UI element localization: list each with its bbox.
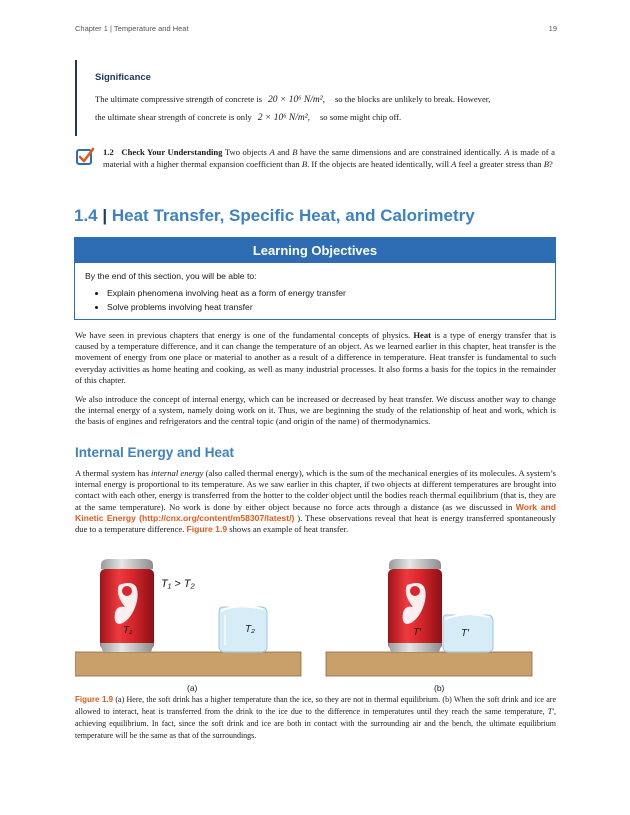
check-understanding-label: Check Your Understanding bbox=[121, 147, 223, 157]
shear-strength-math: 2 × 10⁶ N/m², bbox=[257, 113, 310, 123]
learning-objective-item: • Solve problems involving heat transfer bbox=[107, 300, 555, 314]
bench-b bbox=[326, 652, 532, 676]
paragraph-heat-intro: We have seen in previous chapters that energy is one of the fundamental concepts of physics. Heat is a type of energy transfer that is caused by a temperature difference, and it can change the temperature of an object. As we learned earlier in this chapter, heat transfer is the movement of energy from one place or material to another as a result of a difference in temperature. Heat transfer is fundamental to such everyday activities as home heating and cooking, as well as many industrial processes. It also forms a basis for the topics in the remainder of this chapter. bbox=[75, 330, 556, 385]
significance-box bbox=[75, 60, 555, 136]
learning-objective-item: • Explain phenomena involving heat as a form of energy transfer bbox=[107, 286, 555, 300]
section-number: 1.4 bbox=[74, 206, 98, 225]
subsection-title: Internal Energy and Heat bbox=[75, 445, 235, 460]
soda-can-a bbox=[100, 559, 154, 652]
significance-heading: Significance bbox=[95, 72, 151, 83]
significance-line-2: the ultimate shear strength of concrete is only 2 × 10⁶ N/m², so some might chip off. bbox=[95, 112, 402, 123]
check-your-understanding bbox=[75, 146, 555, 170]
subfigure-label-a: (a) bbox=[187, 683, 198, 693]
figure-caption-label: Figure 1.9 bbox=[75, 695, 114, 704]
running-header-chapter: Chapter 1 | Temperature and Heat bbox=[75, 24, 189, 33]
page-number: 19 bbox=[548, 24, 557, 33]
section-title-text: Heat Transfer, Specific Heat, and Calorimetry bbox=[111, 206, 475, 225]
learning-objectives-box bbox=[74, 237, 556, 320]
learning-objectives-list bbox=[75, 286, 555, 314]
ice-cube-a bbox=[219, 606, 267, 652]
temperature-relation: T₁ > T₂ bbox=[161, 578, 195, 590]
work-kinetic-energy-link[interactable]: Work and Kinetic Energy (http://cnx.org/content/m58307/latest/) bbox=[75, 501, 557, 523]
ice-b-temperature: T′ bbox=[461, 628, 469, 639]
can-b-temperature: T′ bbox=[413, 627, 421, 638]
figure-illustration bbox=[75, 555, 535, 683]
ice-a-temperature: T₂ bbox=[245, 624, 255, 635]
subfigure-label-b: (b) bbox=[434, 683, 445, 693]
term-internal-energy: internal energy bbox=[151, 468, 204, 478]
bench-a bbox=[75, 652, 301, 676]
compressive-strength-math: 20 × 10⁶ N/m², bbox=[268, 95, 325, 105]
learning-objectives-intro: By the end of this section, you will be able to: bbox=[85, 271, 257, 281]
paragraph-internal-energy-intro: We also introduce the concept of internal energy, which can be increased or decreased by heat transfer. We discuss another way to change the internal energy of a system, namely doing work on it. Thus, we are beginning the study of the relationship of heat and work, which is the basis of engines and refrigerators and the central topic (and origin of the name) of thermodynamics. bbox=[75, 394, 556, 427]
paragraph-internal-energy: A thermal system has internal energy (also called thermal energy), which is the sum of the mechanical energies of its molecules. A system’s internal energy is proportional to its temperature. As we saw earlier in this chapter, if two objects at different temperatures are brought into contact with each other, energy is transferred from the hotter to the colder object until the bodies reach thermal equilibrium (that is, they are at the same temperature). No work is done by either object because no force acts through a distance (as we discussed in Work and Kinetic Energy (http://cnx.org/content/m58307/latest/) ). These observations reveal that heat is energy transferred spontaneously due to a temperature difference. Figure 1.9 shows an example of heat transfer. bbox=[75, 468, 557, 535]
significance-line-1: The ultimate compressive strength of concrete is 20 × 10⁶ N/m², so the blocks are unlikely to break. However, bbox=[95, 94, 491, 105]
term-heat: Heat bbox=[413, 330, 432, 340]
soda-can-b bbox=[388, 559, 442, 652]
figure-caption: Figure 1.9 (a) Here, the soft drink has a higher temperature than the ice, so they are not in thermal equilibrium. (b) When the soft drink and ice are allowed to interact, heat is transferred from the drink to the ice due to the difference in temperatures until they reach the same temperature, T′, achieving equilibrium. In fact, since the soft drink and ice are both in contact with the surrounding air and the bench, the ultimate equilibrium temperature will be the same as that of the surroundings. bbox=[75, 695, 556, 740]
check-understanding-text: 1.2 Check Your Understanding Two objects A and B have the same dimensions and are constrained identically. A is made of a material with a higher thermal expansion coefficient than B. If the objects are heated identically, will A feel a greater stress than B? bbox=[103, 147, 555, 169]
figure-1-9 bbox=[75, 555, 535, 697]
figure-reference-link[interactable]: Figure 1.9 bbox=[186, 524, 228, 535]
learning-objectives-heading: Learning Objectives bbox=[75, 238, 555, 263]
section-title: 1.4 | Heat Transfer, Specific Heat, and Calorimetry bbox=[74, 206, 475, 225]
checkbox-icon bbox=[75, 146, 95, 166]
can-a-temperature: T₁ bbox=[123, 625, 133, 636]
